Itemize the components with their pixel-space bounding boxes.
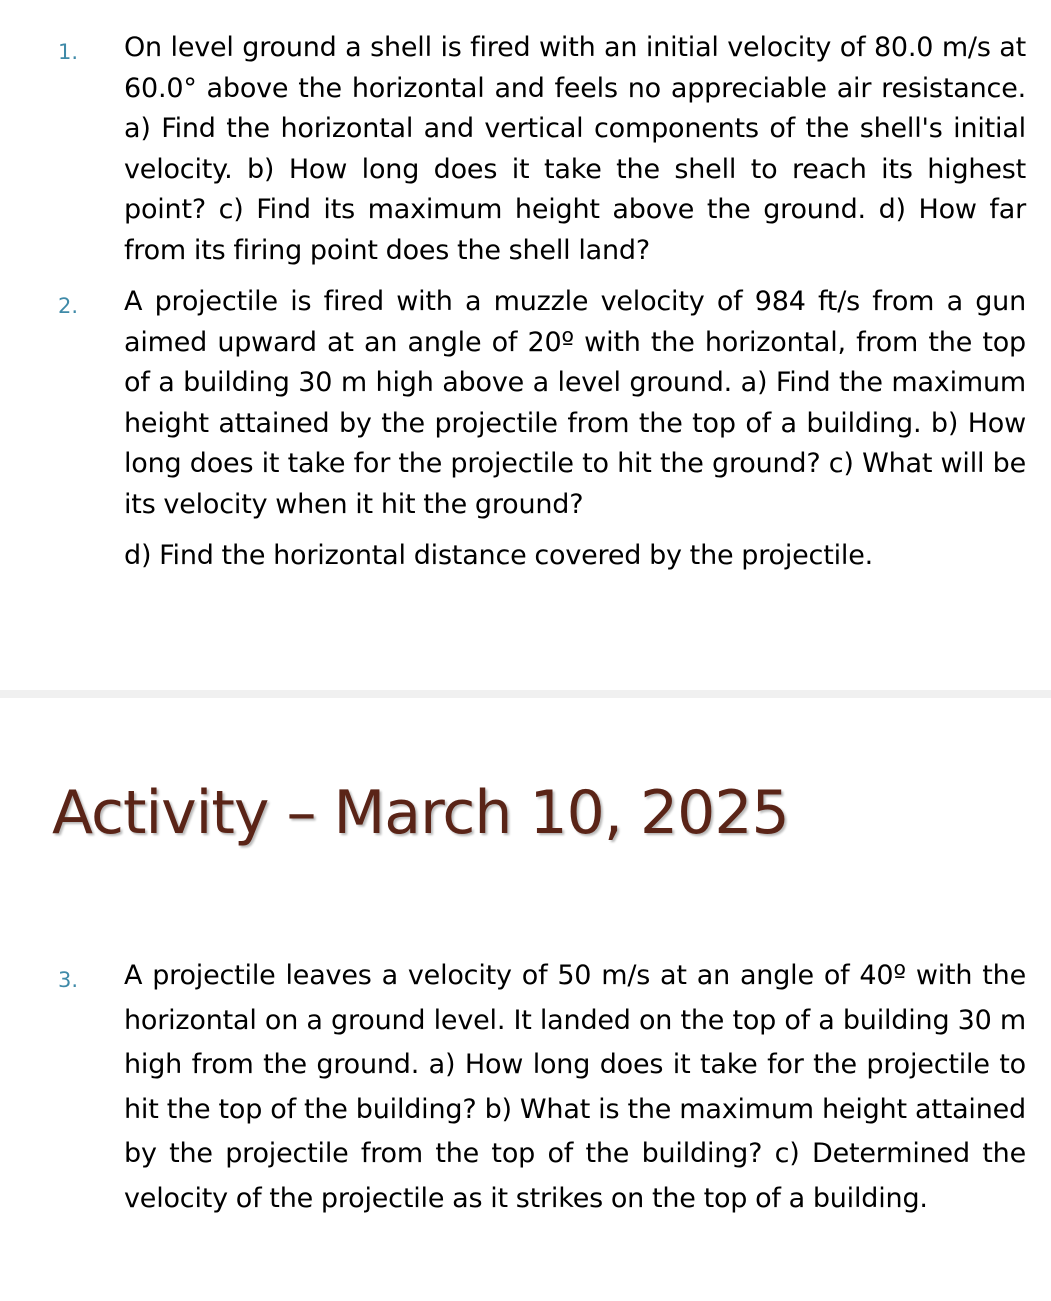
activity-title: Activity – March 10, 2025 bbox=[52, 778, 789, 848]
problem-number: 1. bbox=[58, 40, 79, 64]
problem-text: A projectile is fired with a muzzle velocity of 984 ft/s from a gun aimed upward at an angle of 20º with the horizontal, from the top of a building 30 m high above a level ground. a) Find the maximum height attained by the projectile from the top of a building. b) How long does it take for the projectile to hit the ground? c) What will be its velocity when it hit the ground? bbox=[124, 286, 1026, 520]
bottom-slide bbox=[0, 698, 1051, 1301]
problem-number: 3. bbox=[58, 968, 79, 992]
problem-text: On level ground a shell is fired with an initial velocity of 80.0 m/s at 60.0° above the horizontal and feels no appreciable air resistance. a) Find the horizontal and vertical components of the shell's initial velocity. b) How long does it take the shell to reach its highest point? c) Find its maximum height above the ground. d) How far from its firing point does the shell land? bbox=[124, 32, 1026, 266]
problem-number: 2. bbox=[58, 294, 79, 318]
slide-separator bbox=[0, 690, 1051, 698]
problem-text: A projectile leaves a velocity of 50 m/s at an angle of 40º with the horizontal on a ground level. It landed on the top of a building 30 m high from the ground. a) How long does it take for the projectile to hit the top of the building? b) What is the maximum height attained by the projectile from the top of the building? c) Determined the velocity of the projectile as it strikes on the top of a building. bbox=[124, 960, 1026, 1214]
problem-subpart-d: d) Find the horizontal distance covered by the projectile. bbox=[124, 540, 873, 571]
